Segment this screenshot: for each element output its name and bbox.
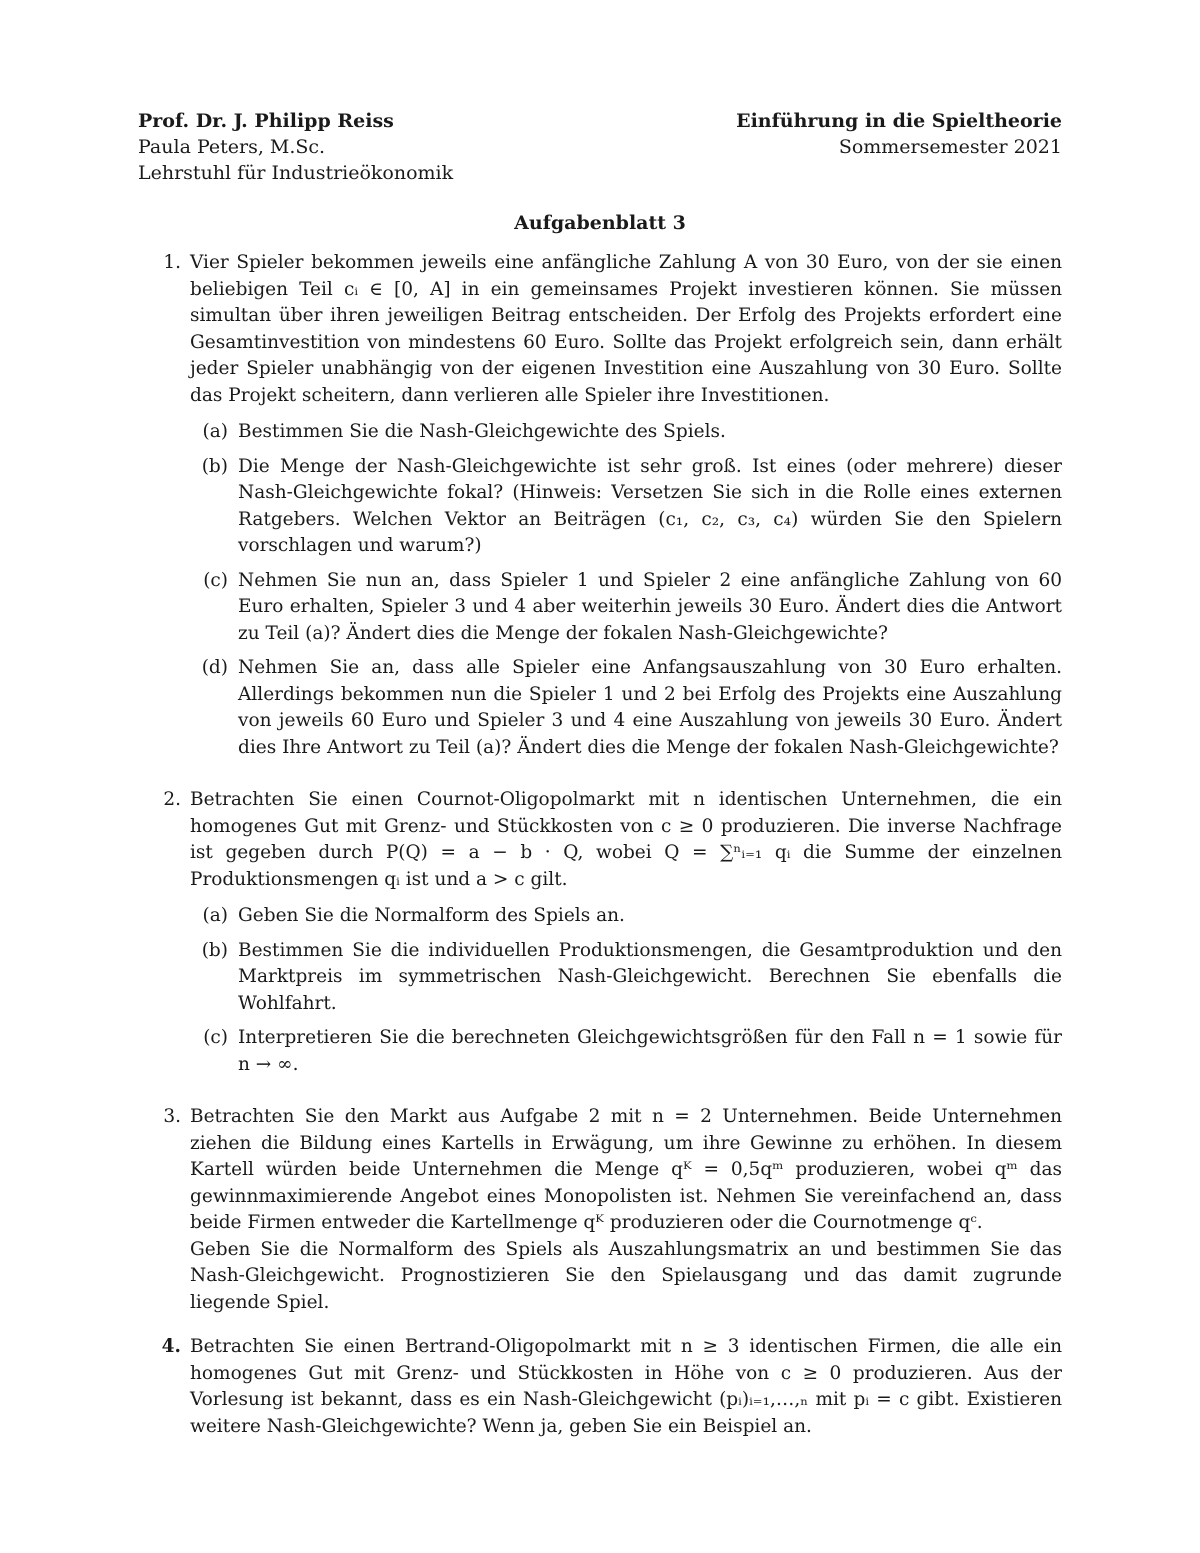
task-text-continued: Geben Sie die Normalform des Spiels als Auszahlungsmatrix an und bestimmen Sie das Nash-Gleichgewicht. Prognostizieren Sie den Spielausgang und das damit zugrunde liegende Spiel. <box>190 1238 1062 1313</box>
subtask-text: Die Menge der Nash-Gleichgewichte ist sehr groß. Ist eines (oder mehrere) dieser Nash-Gleichgewichte fokal? (Hinweis: Versetzen Sie sich in die Rolle eines externen Ratgebers. Welchen Vektor an Beiträgen (c₁, c₂, c₃, c₄) würden Sie den Spielern vorschlagen und warum?) <box>238 455 1062 556</box>
task-1 <box>138 250 1062 769</box>
subtask-text: Geben Sie die Normalform des Spiels an. <box>238 905 625 926</box>
task-2 <box>138 787 1062 1086</box>
subtask-label: (c) <box>203 1027 228 1048</box>
subtask-1b <box>190 454 1062 560</box>
subtask-2a <box>190 903 1062 930</box>
task-body <box>190 250 1062 769</box>
subtask-label: (a) <box>202 905 228 926</box>
task-number: 2. <box>163 789 181 810</box>
subtask-1c <box>190 568 1062 648</box>
subtask-label: (d) <box>201 657 228 678</box>
subtask-label: (c) <box>203 569 228 591</box>
subtask-text: Interpretieren Sie die berechneten Gleichgewichtsgrößen für den Fall n = 1 sowie für n → ∞. <box>238 1027 1062 1075</box>
assistant-name: Paula Peters, M.Sc. <box>138 136 326 158</box>
task-list <box>138 250 1062 1440</box>
subtask-list <box>190 419 1062 761</box>
sheet-title: Aufgabenblatt 3 <box>514 212 686 234</box>
subtask-text: Nehmen Sie an, dass alle Spieler eine Anfangsauszahlung von 30 Euro erhalten. Allerdings bekommen nun die Spieler 1 und 2 bei Erfolg des Projekts eine Auszahlung von jeweils 60 Euro und Spieler 3 und 4 eine Auszahlung von jeweils 30 Euro. Ändert dies Ihre Antwort zu Teil (a)? Ändert dies die Menge der fokalen Nash-Gleichgewichte? <box>238 657 1062 758</box>
document-header <box>138 108 1062 186</box>
task-text: Betrachten Sie einen Cournot-Oligopolmarkt mit n identischen Unternehmen, die ein homogenes Gut mit Grenz- und Stückkosten von c ≥ 0 produzieren. Die inverse Nachfrage ist gegeben durch P(Q) = a − b · Q, wobei Q = ∑ⁿᵢ₌₁ qᵢ die Summe der einzelnen Produktionsmengen qᵢ ist und a > c gilt. <box>190 789 1062 890</box>
task-text: Betrachten Sie einen Bertrand-Oligopolmarkt mit n ≥ 3 identischen Firmen, die alle ein homogenes Gut mit Grenz- und Stückkosten in Höhe von c ≥ 0 produzieren. Aus der Vorlesung ist bekannt, dass es ein Nash-Gleichgewicht (pᵢ)ᵢ₌₁,…,ₙ mit pᵢ = c gibt. Existieren weitere Nash-Gleichgewichte? Wenn ja, geben Sie ein Beispiel an. <box>190 1336 1062 1437</box>
subtask-1d <box>190 655 1062 761</box>
subtask-list <box>190 903 1062 1078</box>
subtask-1a <box>190 419 1062 446</box>
task-number: 1. <box>163 252 181 273</box>
subtask-label: (a) <box>202 421 228 442</box>
subtask-text: Bestimmen Sie die individuellen Produktionsmengen, die Gesamtproduktion und den Marktpreis im symmetrischen Nash-Gleichgewicht. Berechnen Sie ebenfalls die Wohlfahrt. <box>238 939 1062 1014</box>
subtask-2b <box>190 938 1062 1018</box>
task-3 <box>138 1104 1062 1316</box>
header-left <box>138 108 453 186</box>
task-4 <box>138 1334 1062 1440</box>
professor-name: Prof. Dr. J. Philipp Reiss <box>138 110 394 132</box>
task-body <box>190 787 1062 1086</box>
header-right <box>736 108 1062 186</box>
chair-name: Lehrstuhl für Industrieökonomik <box>138 162 454 184</box>
course-title: Einführung in die Spieltheorie <box>736 110 1062 132</box>
subtask-2c <box>190 1025 1062 1078</box>
task-text: Vier Spieler bekommen jeweils eine anfängliche Zahlung A von 30 Euro, von der sie einen beliebigen Teil cᵢ ∈ [0, A] in ein gemeinsames Projekt investieren können. Sie müssen simultan über ihren jeweiligen Beitrag entscheiden. Der Erfolg des Projekts erfordert eine Gesamtinvestition von mindestens 60 Euro. Sollte das Projekt erfolgreich sein, dann erhält jeder Spieler unabhängig von der eigenen Investition eine Auszahlung von 30 Euro. Sollte das Projekt scheitern, dann verlieren alle Spieler ihre Investitionen. <box>190 252 1062 406</box>
task-text: Betrachten Sie den Markt aus Aufgabe 2 mit n = 2 Unternehmen. Beide Unternehmen ziehen die Bildung eines Kartells in Erwägung, um ihre Gewinne zu erhöhen. In diesem Kartell würden beide Unternehmen die Menge qᴷ = 0,5qᵐ produzieren, wobei qᵐ das gewinnmaximierende Angebot eines Monopolisten ist. Nehmen Sie vereinfachend an, dass beide Firmen entweder die Kartellmenge qᴷ produzieren oder die Cournotmenge qᶜ. <box>190 1106 1062 1233</box>
subtask-label: (b) <box>201 455 228 477</box>
subtask-text: Nehmen Sie nun an, dass Spieler 1 und Spieler 2 eine anfängliche Zahlung von 60 Euro erhalten, Spieler 3 und 4 aber weiterhin jeweils 30 Euro. Ändert dies die Antwort zu Teil (a)? Ändert dies die Menge der fokalen Nash-Gleichgewichte? <box>238 569 1062 644</box>
subtask-label: (b) <box>201 939 228 961</box>
task-body <box>190 1104 1062 1316</box>
subtask-text: Bestimmen Sie die Nash-Gleichgewichte des Spiels. <box>238 421 726 442</box>
task-number: 4. <box>161 1336 181 1357</box>
task-number: 3. <box>163 1106 181 1127</box>
semester: Sommersemester 2021 <box>838 136 1062 158</box>
task-body <box>190 1334 1062 1440</box>
